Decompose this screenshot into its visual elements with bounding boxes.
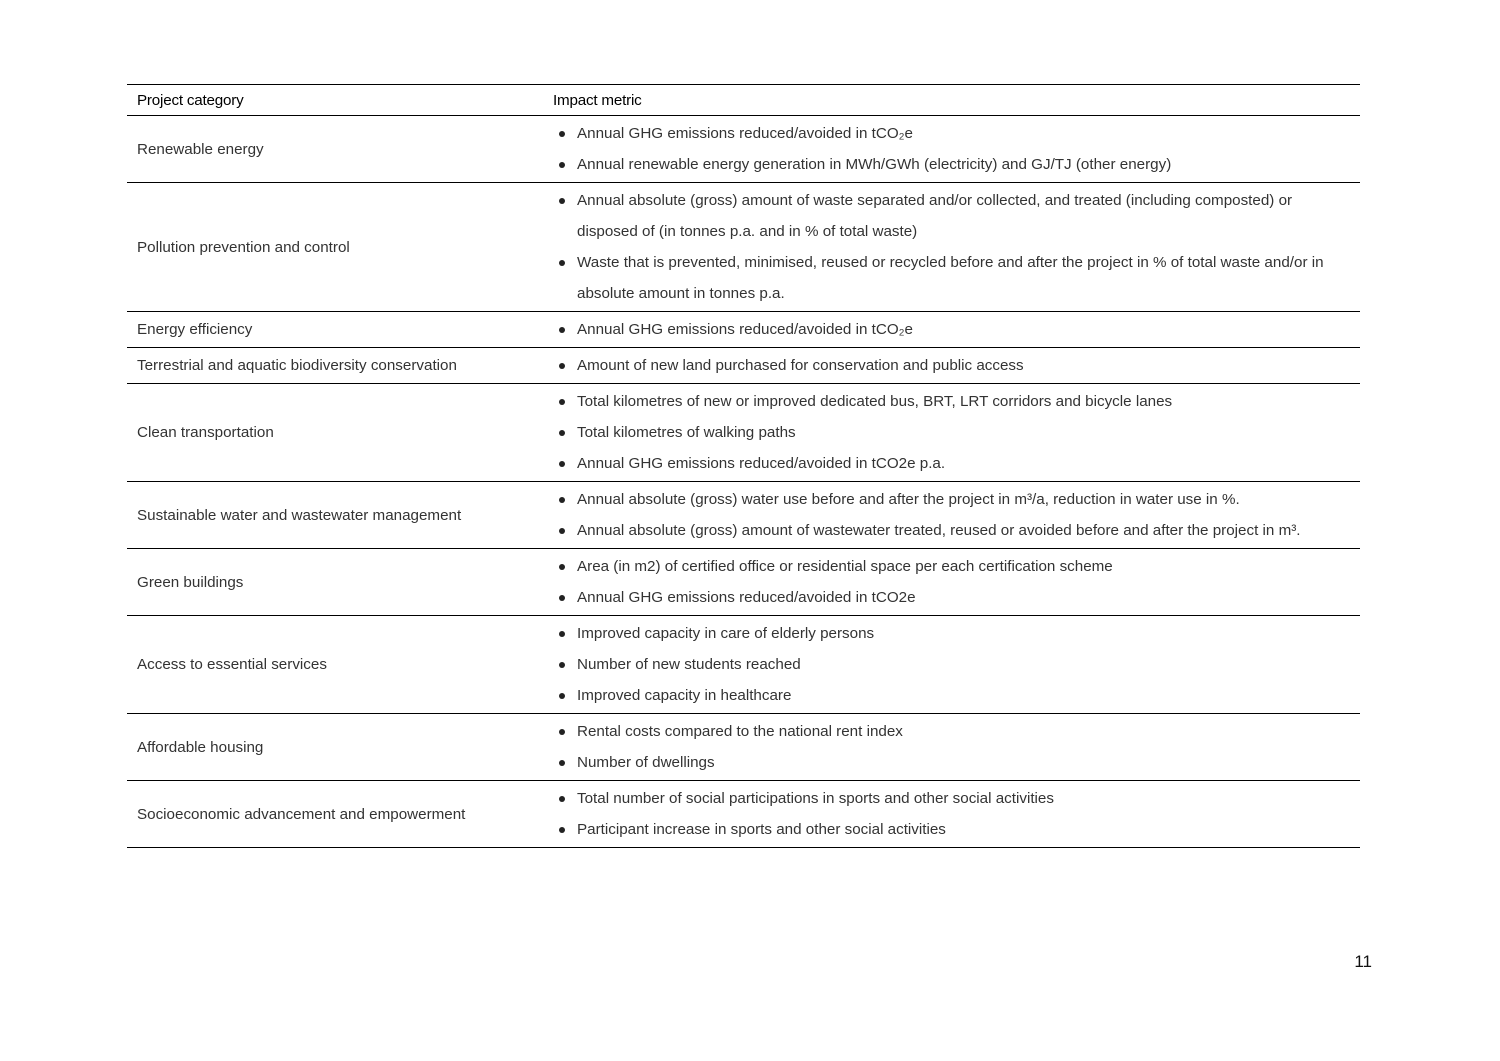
table-row <box>127 616 1360 714</box>
list-item: Total number of social participations in sports and other social activities <box>543 783 1350 814</box>
list-item: Annual renewable energy generation in MWh/GWh (electricity) and GJ/TJ (other energy) <box>543 149 1350 180</box>
table-row <box>127 781 1360 848</box>
metric-cell <box>543 781 1360 848</box>
metric-list <box>543 551 1350 613</box>
category-cell: Socioeconomic advancement and empowerment <box>127 781 543 848</box>
list-item: Participant increase in sports and other social activities <box>543 814 1350 845</box>
list-item: Rental costs compared to the national rent index <box>543 716 1350 747</box>
metric-cell <box>543 384 1360 482</box>
metric-list <box>543 350 1350 381</box>
table-header-row <box>127 85 1360 116</box>
list-item: Number of new students reached <box>543 649 1350 680</box>
metric-list <box>543 618 1350 711</box>
list-item: Annual absolute (gross) amount of waste separated and/or collected, and treated (including composted) or disposed of (in tonnes p.a. and in % of total waste) <box>543 185 1350 247</box>
metric-cell <box>543 482 1360 549</box>
metric-list <box>543 386 1350 479</box>
impact-metrics-table <box>127 84 1360 848</box>
metric-list <box>543 783 1350 845</box>
list-item: Improved capacity in care of elderly persons <box>543 618 1350 649</box>
list-item: Total kilometres of walking paths <box>543 417 1350 448</box>
category-cell: Clean transportation <box>127 384 543 482</box>
category-cell: Green buildings <box>127 549 543 616</box>
metric-cell <box>543 549 1360 616</box>
table-row <box>127 312 1360 348</box>
header-project-category: Project category <box>127 85 543 116</box>
category-cell: Access to essential services <box>127 616 543 714</box>
table-row <box>127 482 1360 549</box>
category-cell: Sustainable water and wastewater management <box>127 482 543 549</box>
list-item: Number of dwellings <box>543 747 1350 778</box>
metric-cell <box>543 616 1360 714</box>
table-row <box>127 183 1360 312</box>
list-item: Annual GHG emissions reduced/avoided in tCO2e p.a. <box>543 448 1350 479</box>
list-item: Amount of new land purchased for conservation and public access <box>543 350 1350 381</box>
metric-cell <box>543 116 1360 183</box>
category-cell: Affordable housing <box>127 714 543 781</box>
list-item: Total kilometres of new or improved dedicated bus, BRT, LRT corridors and bicycle lanes <box>543 386 1350 417</box>
metric-list <box>543 118 1350 180</box>
metric-cell <box>543 714 1360 781</box>
table-row <box>127 348 1360 384</box>
category-cell: Terrestrial and aquatic biodiversity conservation <box>127 348 543 384</box>
metric-cell <box>543 348 1360 384</box>
list-item: Annual GHG emissions reduced/avoided in tCO₂e <box>543 314 1350 345</box>
table-row <box>127 384 1360 482</box>
table-row <box>127 714 1360 781</box>
metric-list <box>543 716 1350 778</box>
list-item: Area (in m2) of certified office or residential space per each certification scheme <box>543 551 1350 582</box>
list-item: Annual GHG emissions reduced/avoided in tCO2e <box>543 582 1350 613</box>
table-row <box>127 549 1360 616</box>
table-row <box>127 116 1360 183</box>
list-item: Waste that is prevented, minimised, reused or recycled before and after the project in % of total waste and/or in absolute amount in tonnes p.a. <box>543 247 1350 309</box>
category-cell: Renewable energy <box>127 116 543 183</box>
metric-list <box>543 185 1350 309</box>
list-item: Annual absolute (gross) amount of wastewater treated, reused or avoided before and after the project in m³. <box>543 515 1350 546</box>
metric-list <box>543 484 1350 546</box>
page-number: 11 <box>1354 952 1372 971</box>
category-cell: Pollution prevention and control <box>127 183 543 312</box>
metric-list <box>543 314 1350 345</box>
list-item: Annual GHG emissions reduced/avoided in tCO₂e <box>543 118 1350 149</box>
category-cell: Energy efficiency <box>127 312 543 348</box>
header-impact-metric: Impact metric <box>543 85 1360 116</box>
list-item: Improved capacity in healthcare <box>543 680 1350 711</box>
metric-cell <box>543 312 1360 348</box>
metric-cell <box>543 183 1360 312</box>
list-item: Annual absolute (gross) water use before and after the project in m³/a, reduction in water use in %. <box>543 484 1350 515</box>
